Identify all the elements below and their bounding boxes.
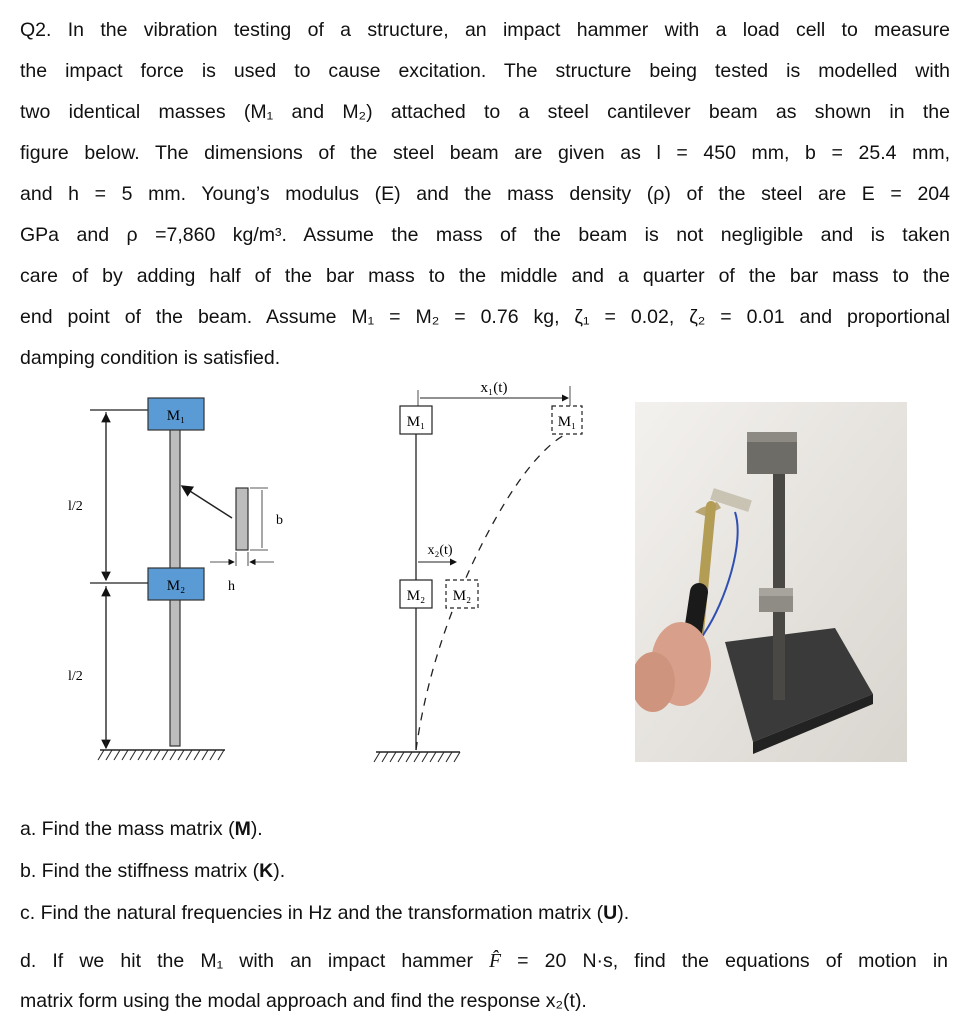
test-rig-photo bbox=[635, 402, 907, 762]
beam-cross-section bbox=[236, 488, 248, 550]
part-c: c. Find the natural frequencies in Hz and the transformation matrix (U). bbox=[20, 902, 630, 924]
ground-hatch bbox=[98, 750, 224, 760]
thickness-h-label: h bbox=[228, 579, 235, 594]
mass-m1-label: M₁ bbox=[166, 408, 186, 424]
mass-m2-label: M₂ bbox=[406, 588, 426, 604]
beam-schematic-figure bbox=[60, 388, 360, 788]
half-length-label-top: l/2 bbox=[68, 499, 83, 514]
section-pointer-arrow bbox=[182, 486, 232, 518]
question-paragraph bbox=[20, 10, 950, 379]
question-line: damping condition is satisfied. bbox=[20, 347, 281, 369]
part-b: b. Find the stiffness matrix (K). bbox=[20, 860, 286, 882]
part-d-line2: matrix form using the modal approach and find the response x₂(t). bbox=[20, 990, 587, 1012]
x1-displacement-label: x₁(t) bbox=[480, 380, 508, 396]
deflection-figure bbox=[370, 378, 610, 778]
part-a: a. Find the mass matrix (M). bbox=[20, 818, 263, 840]
displaced-m2-label: M₂ bbox=[452, 588, 472, 604]
figures-row bbox=[0, 378, 965, 798]
deflected-shape-curve bbox=[416, 434, 566, 750]
question-line: and h = 5 mm. Young’s modulus (E) and the mass density (ρ) of the steel are E = 204 bbox=[20, 183, 950, 205]
width-b-label: b bbox=[276, 513, 283, 528]
question-line: figure below. The dimensions of the steel beam are given as l = 450 mm, b = 25.4 mm, bbox=[20, 142, 950, 164]
displaced-m1-label: M₁ bbox=[557, 414, 577, 430]
part-d-line1: d. If we hit the M₁ with an impact hammer F̂ = 20 N·s, find the equations of motion in bbox=[20, 950, 948, 972]
question-line: end point of the beam. Assume M₁ = M₂ = 0.76 kg, ζ₁ = 0.02, ζ₂ = 0.01 and proportional bbox=[20, 306, 950, 328]
mass-m2-label: M₂ bbox=[166, 578, 186, 594]
question-line: GPa and ρ =7,860 kg/m³. Assume the mass of the beam is not negligible and is taken bbox=[20, 224, 950, 246]
mass-m1-label: M₁ bbox=[406, 414, 426, 430]
question-line: Q2. In the vibration testing of a structure, an impact hammer with a load cell to measure bbox=[20, 19, 950, 41]
question-line: two identical masses (M₁ and M₂) attached to a steel cantilever beam as shown in the bbox=[20, 101, 950, 123]
impulse-symbol: F̂ bbox=[489, 951, 501, 972]
x2-displacement-label: x₂(t) bbox=[427, 543, 453, 558]
question-line: the impact force is used to cause excitation. The structure being tested is modelled with bbox=[20, 60, 950, 82]
question-line: care of by adding half of the bar mass to the middle and a quarter of the bar mass to the bbox=[20, 265, 950, 287]
half-length-label-bottom: l/2 bbox=[68, 669, 83, 684]
